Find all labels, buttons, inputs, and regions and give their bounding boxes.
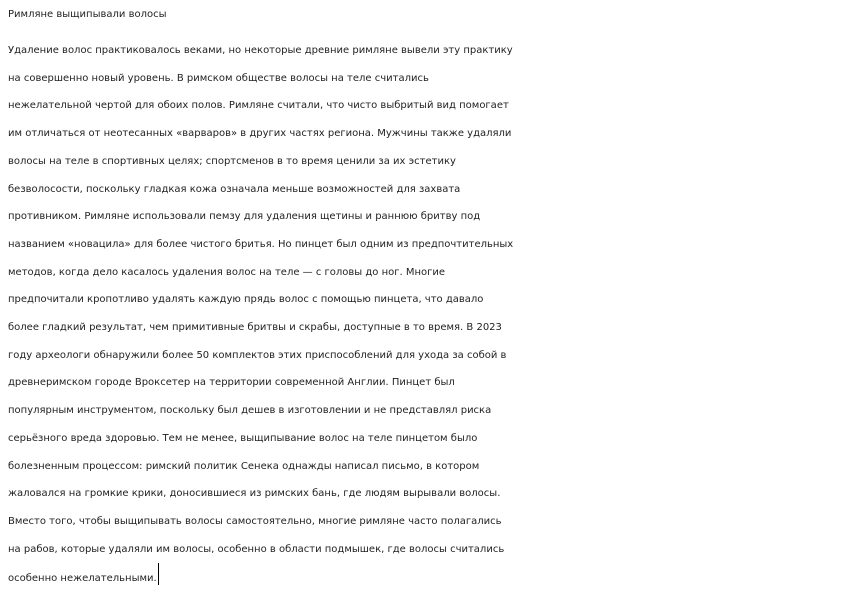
text-line: более гладкий результат, чем примитивные бритвы и скрабы, доступные в то время. В 2023 xyxy=(8,322,502,334)
text-line: серьёзного вреда здоровью. Тем не менее, выщипывание волос на теле пинцетом было xyxy=(8,432,478,444)
text-line: им отличаться от неотесанных «варваров» в других частях региона. Мужчины также удаляли xyxy=(8,128,512,140)
text-line-last xyxy=(8,563,850,593)
text-line: нежелательной чертой для обоих полов. Римляне считали, что чисто выбритый вид помогает xyxy=(8,100,509,112)
text-line: методов, когда дело касалось удаления волос на теле — с головы до ног. Многие xyxy=(8,266,446,278)
text-line: жаловался на громкие крики, доносившиеся из римских бань, где людям вырывали волосы. xyxy=(8,488,501,500)
text-line: предпочитали кропотливо удалять каждую прядь волос с помощью пинцета, что давало xyxy=(8,294,484,306)
text-line: на совершенно новый уровень. В римском обществе волосы на теле считались xyxy=(8,72,429,84)
text-line: волосы на теле в спортивных целях; спортсменов в то время ценили за их эстетику xyxy=(8,155,456,167)
text-line: болезненным процессом: римский политик Сенека однажды написал письмо, в котором xyxy=(8,460,480,472)
text-cursor xyxy=(158,563,160,585)
last-line-text: особенно нежелательными. xyxy=(8,573,157,585)
document[interactable] xyxy=(8,3,850,593)
document-body[interactable] xyxy=(8,37,850,593)
text-line: древнеримском городе Вроксетер на территории современной Англии. Пинцет был xyxy=(8,377,455,389)
text-line: популярным инструментом, поскольку был дешев в изготовлении и не представлял риска xyxy=(8,405,492,417)
text-line: противником. Римляне использовали пемзу для удаления щетины и раннюю бритву под xyxy=(8,211,481,223)
document-title: Римляне выщипывали волосы xyxy=(8,9,167,20)
text-line: Вместо того, чтобы выщипывать волосы самостоятельно, многие римляне часто полагались xyxy=(8,515,502,527)
text-line: году археологи обнаружили более 50 комплектов этих приспособлений для ухода за собой в xyxy=(8,349,507,361)
text-line: безволосости, поскольку гладкая кожа означала меньше возможностей для захвата xyxy=(8,183,461,195)
text-line: на рабов, которые удаляли им волосы, особенно в области подмышек, где волосы считались xyxy=(8,543,505,555)
text-line: названием «новацила» для более чистого бритья. Но пинцет был одним из предпочтительных xyxy=(8,238,514,250)
text-line: Удаление волос практиковалось веками, но некоторые древние римляне вывели эту практику xyxy=(8,45,513,56)
